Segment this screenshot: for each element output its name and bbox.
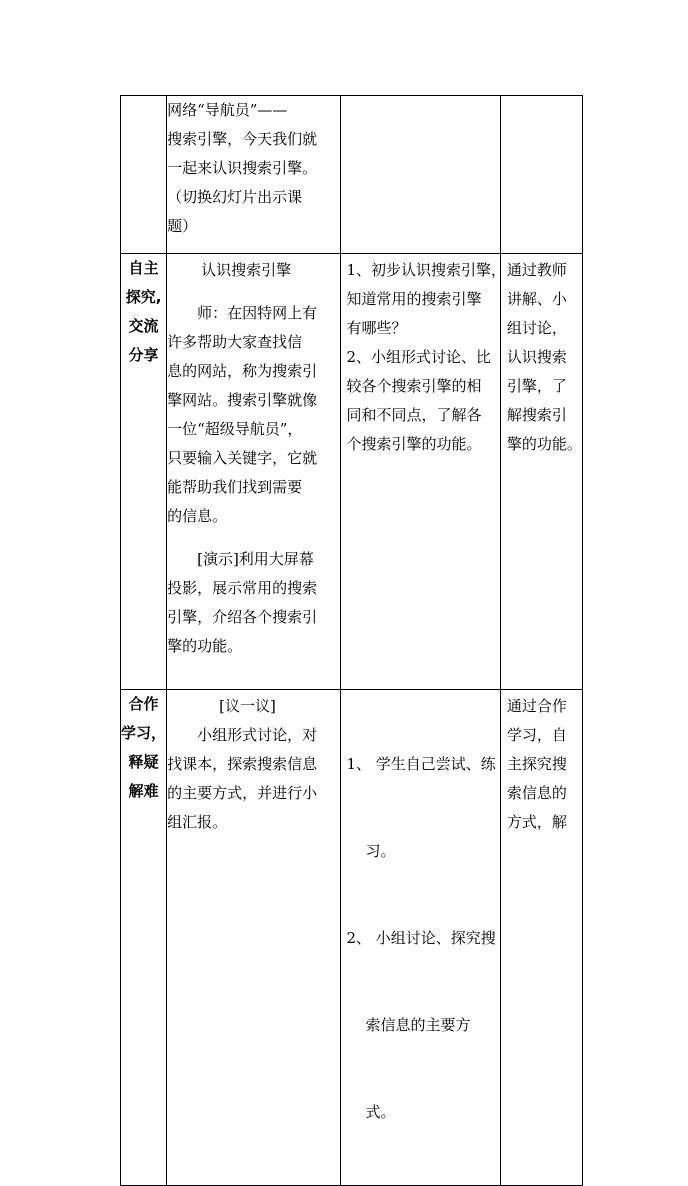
text-line: 通过教师	[506, 261, 567, 279]
text-line: 引擎，了	[506, 377, 567, 395]
text-line: 擎的功能。	[506, 435, 582, 453]
stage-label: 释疑	[128, 753, 159, 771]
row2-activity-cell	[341, 254, 507, 690]
text-line: 个搜索引擎的功能。	[346, 435, 482, 453]
text-line: 1、 学生自己尝试、练	[346, 755, 496, 773]
text-line: 擎网站。搜索引擎就像	[167, 391, 318, 409]
text-line: 2、 小组讨论、探究搜	[346, 929, 496, 947]
text-line: 索信息的主要方	[346, 1016, 471, 1034]
lesson-plan-table	[120, 95, 583, 1186]
text-line: 有哪些？	[346, 319, 407, 337]
text-line: 习。	[346, 842, 396, 860]
text-line: 能帮助我们找到需要	[167, 478, 303, 496]
text-line: 学习，自	[506, 726, 567, 744]
text-line: （切换幻灯片出示课	[167, 188, 303, 206]
stage-label: 探究,	[125, 288, 162, 306]
stage-label: 自主	[128, 259, 159, 277]
stage-label: 解难	[128, 782, 159, 800]
text-line: 组汇报。	[167, 813, 228, 831]
text-line: 式。	[346, 1103, 396, 1121]
stage-label: 学习，	[121, 724, 167, 742]
row1-label-cell	[121, 96, 167, 254]
text-line: 引擎，介绍各个搜索引	[167, 608, 318, 626]
text-line: 较各个搜索引擎的相	[346, 377, 482, 395]
text-line: 搜索引擎，今天我们就	[167, 130, 318, 148]
text-line: 2、小组形式讨论、比	[346, 348, 492, 366]
table-row	[121, 96, 583, 254]
text-line: 息的网站，称为搜索引	[167, 362, 318, 380]
section-heading: 认识搜索引擎	[201, 261, 292, 279]
text-line: 只要输入关键字，它就	[167, 449, 318, 467]
text-line: 知道常用的搜索引擎	[346, 290, 482, 308]
row3-label-cell	[121, 690, 167, 1186]
text-line: 擎的功能。	[167, 637, 243, 655]
table-row	[121, 254, 583, 690]
text-line: 许多帮助大家查找信	[167, 333, 303, 351]
row3-activity-cell	[341, 690, 500, 1186]
row2-label-cell	[121, 254, 167, 690]
text-line: 的信息。	[167, 507, 228, 525]
table-row	[121, 690, 583, 1186]
text-line: 讲解、小	[506, 290, 567, 308]
text-line: 小组形式讨论，对	[197, 726, 318, 744]
text-line: 一起来认识搜索引擎。	[167, 159, 318, 177]
text-line: 索信息的	[506, 784, 567, 802]
text-line: 题）	[167, 217, 198, 235]
text-line: 找课本，探索搜索信息	[167, 755, 318, 773]
text-line: 同和不同点，了解各	[346, 406, 482, 424]
text-line: 方式，解	[506, 813, 567, 831]
text-line: 解搜索引	[506, 406, 567, 424]
text-line: 投影，展示常用的搜索	[167, 579, 318, 597]
row1-content-cell	[167, 96, 341, 254]
stage-label: 合作	[128, 695, 159, 713]
text-line: 组讨论，	[506, 319, 567, 337]
text-line: 师：在因特网上有	[197, 304, 318, 322]
text-line: 通过合作	[506, 697, 567, 715]
section-heading: [议一议]	[219, 697, 276, 715]
stage-label: 交流	[128, 317, 159, 335]
stage-label: 分享	[128, 346, 159, 364]
text-line: [演示]利用大屏幕	[197, 550, 314, 568]
row1-intent-cell	[500, 96, 582, 254]
row2-intent-cell	[500, 254, 582, 690]
row1-activity-cell	[341, 96, 500, 254]
row3-intent-cell	[500, 690, 582, 1186]
text-line: 主探究搜	[506, 755, 567, 773]
text-line: 的主要方式，并进行小	[167, 784, 318, 802]
text-line: 1、初步认识搜索引擎，	[346, 261, 507, 279]
row3-content-cell	[167, 690, 341, 1186]
text-line: 网络“导航员”——	[167, 101, 288, 119]
text-line: 一位“超级导航员”，	[167, 420, 303, 438]
text-line: 认识搜索	[506, 348, 567, 366]
row2-content-cell	[167, 254, 341, 690]
